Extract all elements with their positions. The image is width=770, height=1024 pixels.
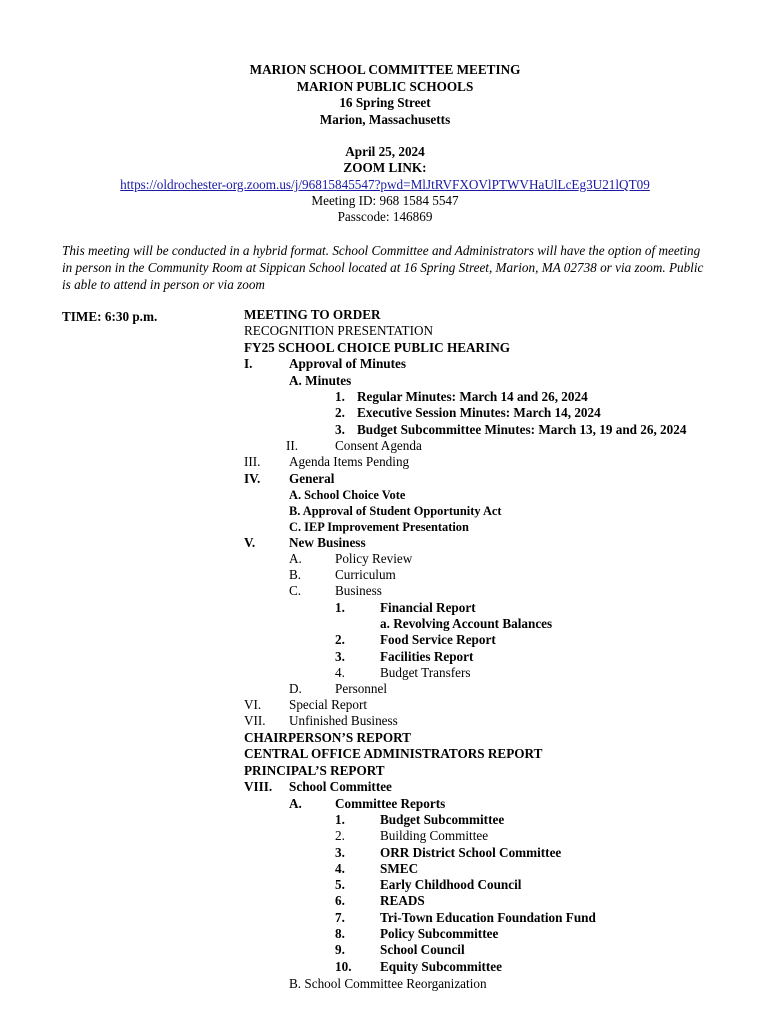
list-letter: D. <box>289 681 302 696</box>
business-item: Budget Transfers <box>380 665 471 680</box>
general-item: C. IEP Improvement Presentation <box>289 520 469 534</box>
committee-report-item: READS <box>380 893 425 908</box>
new-business-item: Policy Review <box>335 551 413 566</box>
zoom-link-label: ZOOM LINK: <box>343 160 427 175</box>
section-iv-label: General <box>289 471 335 486</box>
meeting-id: Meeting ID: 968 1584 5547 <box>311 193 459 208</box>
hybrid-meeting-notice: This meeting will be conducted in a hybrid format. School Committee and Administrators will have the option of meeting in person in the Community Room at Sippican School located at 16 Spring Street, Marion, MA 02738 or via zoom. Public is able to attend in person or via zoom <box>62 243 704 292</box>
section-vi-label: Special Report <box>289 697 368 712</box>
new-business-item: Curriculum <box>335 567 396 582</box>
committee-report-item: Tri-Town Education Foundation Fund <box>380 910 596 925</box>
list-number: 4. <box>335 665 345 680</box>
section-iii-label: Agenda Items Pending <box>289 454 410 469</box>
list-number: 2. <box>335 828 345 843</box>
list-number: 10. <box>335 959 352 974</box>
section-viii-number: VIII. <box>244 779 273 794</box>
principal-report: PRINCIPAL’S REPORT <box>244 763 385 778</box>
list-letter: A. <box>289 551 302 566</box>
section-vii-number: VII. <box>244 713 266 728</box>
list-number: 4. <box>335 861 345 876</box>
section-ii-number: II. <box>286 438 299 453</box>
agenda-recognition: RECOGNITION PRESENTATION <box>244 323 434 338</box>
list-number: 3. <box>335 649 345 664</box>
minutes-item: Regular Minutes: March 14 and 26, 2024 <box>357 389 588 404</box>
list-number: 5. <box>335 877 345 892</box>
section-iv-number: IV. <box>244 471 261 486</box>
business-item: Financial Report <box>380 600 476 615</box>
passcode: Passcode: 146869 <box>337 209 433 224</box>
committee-report-item: Building Committee <box>380 828 489 843</box>
section-vii-label: Unfinished Business <box>289 713 398 728</box>
minutes-heading: A. Minutes <box>289 373 352 388</box>
minutes-item: Executive Session Minutes: March 14, 2024 <box>357 405 601 420</box>
minutes-item: Budget Subcommittee Minutes: March 13, 19 and 26, 2024 <box>357 422 687 437</box>
new-business-item: Personnel <box>335 681 388 696</box>
business-item: Facilities Report <box>380 649 474 664</box>
meeting-date: April 25, 2024 <box>345 144 425 159</box>
business-item: Food Service Report <box>380 632 496 647</box>
school-name: MARION PUBLIC SCHOOLS <box>296 79 474 94</box>
city-state: Marion, Massachusetts <box>319 112 451 127</box>
list-number: 3. <box>335 422 345 437</box>
meeting-time: TIME: 6:30 p.m. <box>62 309 158 324</box>
section-vi-number: VI. <box>244 697 262 712</box>
list-number: 1. <box>335 812 345 827</box>
committee-report-item: SMEC <box>380 861 419 876</box>
agenda-meeting-to-order: MEETING TO ORDER <box>244 307 381 322</box>
committee-report-item: Budget Subcommittee <box>380 812 505 827</box>
section-iii-number: III. <box>244 454 261 469</box>
list-number: 3. <box>335 845 345 860</box>
committee-report-item: ORR District School Committee <box>380 845 562 860</box>
section-v-label: New Business <box>289 535 366 550</box>
committee-report-item: Early Childhood Council <box>380 877 522 892</box>
list-number: 8. <box>335 926 345 941</box>
section-v-number: V. <box>244 535 256 550</box>
committee-reorganization: B. School Committee Reorganization <box>289 976 487 991</box>
committee-reports-heading: Committee Reports <box>335 796 446 811</box>
street-address: 16 Spring Street <box>339 95 431 110</box>
list-number: 1. <box>335 600 345 615</box>
section-i-label: Approval of Minutes <box>289 356 406 371</box>
chairperson-report: CHAIRPERSON’S REPORT <box>244 730 411 745</box>
list-number: 2. <box>335 632 345 647</box>
committee-report-item: Policy Subcommittee <box>380 926 499 941</box>
meeting-title: MARION SCHOOL COMMITTEE MEETING <box>249 62 521 77</box>
list-number: 1. <box>335 389 345 404</box>
section-ii-label: Consent Agenda <box>335 438 422 453</box>
section-viii-label: School Committee <box>289 779 392 794</box>
new-business-item: Business <box>335 583 382 598</box>
committee-report-item: School Council <box>380 942 465 957</box>
section-i-number: I. <box>244 356 253 371</box>
list-letter: B. <box>289 567 302 582</box>
general-item: A. School Choice Vote <box>289 488 406 502</box>
agenda-public-hearing: FY25 SCHOOL CHOICE PUBLIC HEARING <box>244 340 510 355</box>
committee-report-item: Equity Subcommittee <box>380 959 502 974</box>
list-number: 7. <box>335 910 345 925</box>
business-subitem: a. Revolving Account Balances <box>380 616 553 631</box>
general-item: B. Approval of Student Opportunity Act <box>289 504 502 518</box>
list-letter: C. <box>289 583 302 598</box>
central-office-report: CENTRAL OFFICE ADMINISTRATORS REPORT <box>244 746 543 761</box>
list-number: 2. <box>335 405 345 420</box>
zoom-link[interactable]: https://oldrochester-org.zoom.us/j/96815845547?pwd=MlJtRVFXOVlPTWVHaUlLcEg3U21lQT09 <box>120 177 650 192</box>
list-letter: A. <box>289 796 302 811</box>
list-number: 6. <box>335 893 345 908</box>
list-number: 9. <box>335 942 345 957</box>
